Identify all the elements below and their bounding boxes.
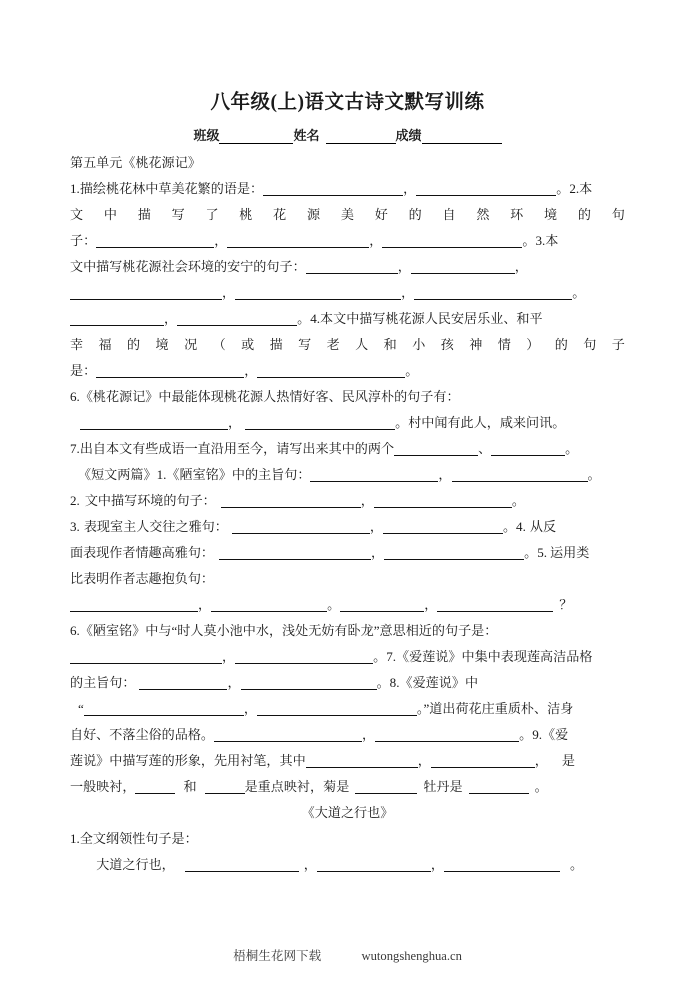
q4-char-9: 老 [326, 337, 340, 352]
s2q7-blank-1[interactable] [139, 675, 227, 690]
footer-site-url: wutongshenghua.cn [361, 949, 462, 963]
q3-comma-1: ， [397, 259, 411, 274]
s2q9-blank-2[interactable] [431, 753, 535, 768]
q1-blank-1[interactable] [263, 181, 403, 196]
s3q1-comma-1: ， [303, 857, 317, 872]
s2q9-blank-1[interactable] [306, 753, 418, 768]
section2-line-1 [70, 462, 625, 488]
section2-question-2-line [70, 488, 625, 514]
q4-char-3: 境 [155, 337, 169, 352]
question-2-justified-line [70, 202, 625, 228]
q4-char-4: 况 [184, 337, 198, 352]
section2-question-7-line [70, 670, 625, 696]
s2q8-quote-close: 。” [416, 701, 430, 716]
q6t-comma: ， [228, 415, 242, 430]
section2-heading: 《短文两篇》 [78, 467, 157, 482]
q7t-text: 出自本文有些成语一直沿用至今，请写出来其中的两个 [79, 441, 395, 456]
q2-char-6: 花 [273, 207, 287, 222]
q2-char-15: 的 [577, 207, 591, 222]
q3-blank-6[interactable] [70, 311, 164, 326]
q2-char-3: 写 [171, 207, 185, 222]
q4-prefix: 是： [70, 363, 97, 378]
q3-comma-3: ， [222, 285, 236, 300]
question-3-line-3 [70, 306, 625, 332]
q3-comma-4: ， [401, 285, 415, 300]
s2q5-blank-2[interactable] [211, 597, 327, 612]
score-label: 成绩 [395, 128, 422, 143]
s2q8-lead: 《爱莲说》中 [399, 675, 479, 690]
s2q1-text: 《陋室铭》中的主旨句： [166, 467, 311, 482]
q3-comma-2: ， [514, 259, 528, 274]
q2-char-0: 文 [70, 207, 84, 222]
q2-comma-2: ， [369, 233, 383, 248]
s2q7-number: 7. [386, 649, 397, 664]
s2q5-text: 比表明作者志趣抱负句： [70, 571, 215, 586]
s2q5-question-mark: ？ [559, 597, 573, 612]
s2q1-number: 1. [156, 467, 167, 482]
q7t-blank-1[interactable] [394, 441, 478, 456]
question-4-justified-line [70, 332, 625, 358]
s2q8-comma-2: ， [362, 727, 376, 742]
q3-blank-7[interactable] [177, 311, 297, 326]
s2q5-blank-3[interactable] [340, 597, 424, 612]
s2q9-comma-2: ， [534, 753, 548, 768]
q3-text: 文中描写桃花源社会环境的安宁的句子： [70, 259, 306, 274]
q4-lead: 本文中描写桃花源人民安居乐业、和平 [320, 311, 543, 326]
s2q5-number: 5. [537, 545, 548, 560]
question-3-line [70, 254, 625, 280]
q4-number: 4. [310, 311, 321, 326]
s2q3-blank-2[interactable] [383, 519, 503, 534]
section2-question-5-answer-line [70, 592, 625, 618]
q4-char-12: 小 [412, 337, 426, 352]
q2-char-2: 描 [137, 207, 151, 222]
s2q9-line2-a: 一般映衬， [70, 779, 136, 794]
s2q8-text2: 自好、不落尘俗的品格。 [70, 727, 215, 742]
section2-question-6-answer-line [70, 644, 625, 670]
q3-period: 。 [572, 285, 586, 300]
s2q7-period: 。 [376, 675, 390, 690]
s2q6-blank-2[interactable] [235, 649, 373, 664]
s2q3-period: 。 [502, 519, 517, 534]
s2q6-period: 。 [373, 649, 387, 664]
s2q8-blank-3[interactable] [214, 727, 362, 742]
section2-question-6-line [70, 618, 625, 644]
section3-heading: 《大道之行也》 [301, 805, 394, 820]
q2-char-10: 的 [408, 207, 422, 222]
q2-char-8: 美 [340, 207, 354, 222]
q4-char-2: 的 [127, 337, 141, 352]
s2q8-number: 8. [389, 675, 400, 690]
s2q4-period: 。 [524, 545, 538, 560]
q7t-dun: 、 [478, 441, 492, 456]
s2q2-blank-2[interactable] [374, 493, 512, 508]
s2q4-number: 4. [516, 519, 526, 534]
q4-blank-1[interactable] [96, 363, 244, 378]
q2-blank-3[interactable] [382, 233, 522, 248]
s2q9-blank-3[interactable] [135, 779, 175, 794]
q2-prefix: 子： [70, 233, 97, 248]
q7t-blank-2[interactable] [491, 441, 565, 456]
s2q9-shi: 是 [561, 753, 575, 768]
s2q9-comma-1: ， [417, 753, 431, 768]
q4-char-0: 幸 [70, 337, 84, 352]
s2q8-blank-4[interactable] [375, 727, 519, 742]
page-footer [0, 945, 695, 964]
s2q5-comma-2: ， [424, 597, 438, 612]
section3-question-1-answer-line [70, 852, 625, 878]
q4-char-10: 人 [355, 337, 369, 352]
question-6-taohua-line [70, 384, 625, 410]
name-blank[interactable] [326, 130, 396, 144]
q6t-number: 6. [70, 389, 80, 404]
question-6-taohua-answer-line [70, 410, 625, 436]
q4-char-7: 描 [269, 337, 283, 352]
student-info-row [70, 125, 625, 144]
s2q7-text: 的主旨句： [70, 675, 136, 690]
s2q8-comma: ， [243, 701, 257, 716]
q4-char-16: ） [526, 337, 540, 352]
q2-char-7: 源 [307, 207, 321, 222]
section2-question-9-line [70, 748, 625, 774]
q4-char-19: 子 [611, 337, 625, 352]
q2-char-1: 中 [103, 207, 117, 222]
s2q3-comma: ， [369, 519, 383, 534]
q2-char-11: 自 [442, 207, 456, 222]
s2q3-number: 3. [70, 519, 80, 534]
s2q4-lead: 从反 [529, 519, 557, 534]
s2q3-blank-1[interactable] [232, 519, 370, 534]
s2q9-line2-c: 牡丹是 [423, 779, 463, 794]
q6t-blank-2[interactable] [245, 415, 395, 430]
s2q7-lead: 《爱莲说》中集中表现莲高洁品格 [396, 649, 593, 664]
q4-char-14: 神 [469, 337, 483, 352]
s2q9-text: 莲说》中描写莲的形象，先用衬笔，其中 [70, 753, 306, 768]
s3q1-comma-2: ， [430, 857, 444, 872]
s2q8-quote-open: “ [78, 701, 84, 716]
section2-question-8-quote-line [70, 696, 625, 722]
q3-comma-5: ， [164, 311, 178, 326]
s2q2-number: 2. [70, 493, 80, 508]
s3q1-text: 全文纲领性句子是： [79, 831, 198, 846]
section2-question-5-line [70, 566, 625, 592]
s3q1-lead2: 大道之行也， [96, 857, 175, 872]
section2-question-3-line [70, 514, 625, 540]
q3-blank-1[interactable] [306, 259, 398, 274]
question-4-answer-line [70, 358, 625, 384]
score-blank[interactable] [422, 130, 502, 144]
q4-char-5: （ [212, 337, 226, 352]
q7t-number: 7. [70, 441, 80, 456]
q4-char-6: 或 [241, 337, 255, 352]
q4-char-11: 和 [383, 337, 397, 352]
s2q4-blank-2[interactable] [384, 545, 524, 560]
q4-char-17: 的 [554, 337, 568, 352]
q6t-text: 《桃花源记》中最能体现桃花源人热情好客、民风淳朴的句子有： [79, 389, 460, 404]
question-3-line-2 [70, 280, 625, 306]
q1-comma: ， [403, 181, 417, 196]
q4-char-18: 句 [583, 337, 597, 352]
q2-blank-2[interactable] [227, 233, 369, 248]
s2q2-text: 文中描写环境的句子： [84, 493, 216, 508]
section2-question-4-line [70, 540, 625, 566]
question-1-line [70, 176, 625, 202]
s2q4-blank-1[interactable] [219, 545, 371, 560]
q1-number: 1. [70, 181, 80, 196]
s2q9-blank-5[interactable] [355, 779, 417, 794]
s2q7-blank-2[interactable] [241, 675, 377, 690]
q2-char-9: 好 [374, 207, 388, 222]
q2-char-4: 了 [205, 207, 219, 222]
q4-char-1: 福 [98, 337, 112, 352]
s2q8-blank-1[interactable] [84, 701, 244, 716]
s2q8-after-quote: 道出荷花庄重质朴、洁身 [429, 701, 574, 716]
q2-comma-1: ， [214, 233, 228, 248]
section2-question-9-line-2 [70, 774, 625, 800]
s2q5-period: 。 [327, 597, 341, 612]
section3-question-1-line [70, 826, 625, 852]
s2q9-period: 。 [534, 779, 548, 794]
q2-char-13: 环 [510, 207, 524, 222]
s2q9-number: 9. [532, 727, 543, 742]
q2-char-5: 桃 [239, 207, 253, 222]
s2q9-he: 和 [183, 779, 197, 794]
q2-char-14: 境 [544, 207, 558, 222]
s2q5-blank-1[interactable] [70, 597, 198, 612]
question-2-answer-line [70, 228, 625, 254]
s2q1-blank-1[interactable] [310, 467, 438, 482]
s3q1-blank-2[interactable] [317, 857, 431, 872]
name-label: 姓名 [293, 128, 320, 143]
s3q1-blank-3[interactable] [444, 857, 560, 872]
q1-blank-2[interactable] [416, 181, 556, 196]
q4-char-13: 孩 [440, 337, 454, 352]
s2q9-lead: 《爱 [542, 727, 569, 742]
q1-period: 。 [556, 181, 570, 196]
s2q8-blank-2[interactable] [257, 701, 417, 716]
s2q2-blank-1[interactable] [221, 493, 361, 508]
section2-question-8-line-2 [70, 722, 625, 748]
s2q2-comma: ， [360, 493, 374, 508]
q2-period: 。 [522, 233, 536, 248]
footer-site-name: 梧桐生花网下载 [233, 949, 322, 963]
q4-char-15: 情 [497, 337, 511, 352]
s2q6-text: 《陋室铭》中与“时人莫小池中水，浅处无妨有卧龙”意思相近的句子是： [79, 623, 498, 638]
q4-comma: ， [244, 363, 258, 378]
s2q9-blank-6[interactable] [469, 779, 529, 794]
q6t-blank-1[interactable] [80, 415, 228, 430]
s2q5-comma-1: ， [198, 597, 212, 612]
s2q6-blank-1[interactable] [70, 649, 222, 664]
s2q4-comma: ， [371, 545, 385, 560]
s2q1-blank-2[interactable] [452, 467, 588, 482]
q4-blank-2[interactable] [257, 363, 405, 378]
q4-char-8: 写 [298, 337, 312, 352]
s2q8-period: 。 [519, 727, 533, 742]
q3-blank-5[interactable] [414, 285, 572, 300]
s2q9-line2-b: 是重点映衬，菊是 [244, 779, 350, 794]
unit-heading: 第五单元《桃花源记》 [70, 155, 201, 170]
q2-char-16: 句 [611, 207, 625, 222]
q3-lead: 3.本 [535, 233, 559, 248]
q1-text: 描绘桃花林中草美花繁的语是： [79, 181, 264, 196]
s2q7-comma: ， [227, 675, 241, 690]
question-7-taohua-line [70, 436, 625, 462]
q3-period-2: 。 [297, 311, 311, 326]
q3-blank-3[interactable] [70, 285, 222, 300]
q4-period: 。 [405, 363, 419, 378]
s2q6-number: 6. [70, 623, 80, 638]
class-blank[interactable] [219, 130, 293, 144]
q7t-period: 。 [565, 441, 579, 456]
s2q4-text: 面表现作者情趣高雅句： [70, 545, 215, 560]
q3-blank-4[interactable] [235, 285, 401, 300]
s2q2-period: 。 [511, 493, 525, 508]
s2q5-lead: 运用类 [550, 545, 590, 560]
s2q1-period: 。 [587, 467, 601, 482]
page-title: 八年级(上)语文古诗文默写训练 [210, 92, 485, 113]
q2-lead: 2.本 [569, 181, 593, 196]
s2q5-blank-4[interactable] [437, 597, 553, 612]
q3-blank-2[interactable] [411, 259, 515, 274]
document-body [70, 150, 625, 878]
q2-char-12: 然 [476, 207, 490, 222]
q6t-tail: 村中闻有此人，咸来问讯。 [408, 415, 566, 430]
class-label: 班级 [193, 128, 220, 143]
s2q3-text: 表现室主人交往之雅句： [83, 519, 228, 534]
s3q1-blank-1[interactable] [185, 857, 299, 872]
s2q6-comma: ， [222, 649, 236, 664]
s2q9-blank-4[interactable] [205, 779, 245, 794]
q6t-period: 。 [395, 415, 409, 430]
s3q1-period: 。 [569, 857, 584, 872]
s2q1-comma: ， [438, 467, 452, 482]
s3q1-number: 1. [70, 831, 80, 846]
q2-blank-1[interactable] [96, 233, 214, 248]
